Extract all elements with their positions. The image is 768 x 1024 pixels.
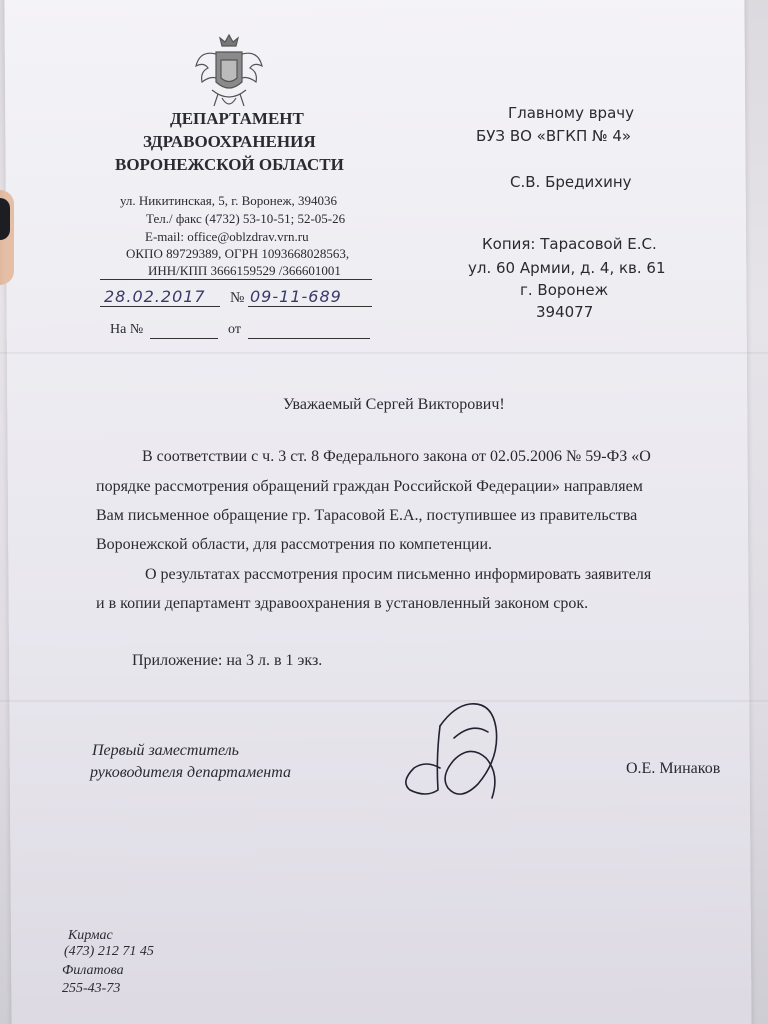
recipient-organization: БУЗ ВО «ВГКП № 4» [476,127,632,145]
body-line: Вам письменное обращение гр. Тарасовой Е.А., поступившее из правительства [96,507,638,524]
body-line: порядке рассмотрения обращений граждан Российской Федерации» направляем [96,478,643,495]
org-email: E-mail: office@oblzdrav.vrn.ru [145,229,309,244]
ref-underline [150,338,218,339]
signer-title: Первый заместитель [92,742,239,759]
signer-name: О.Е. Минаков [626,760,721,777]
copy-address: ул. 60 Армии, д. 4, кв. 61 [468,259,666,277]
thumb-nail [0,198,10,240]
recipient-name: С.В. Бредихину [510,173,632,191]
org-name-line: ВОРОНЕЖСКОЙ ОБЛАСТИ [115,155,344,174]
recipient-position: Главному врачу [508,104,635,122]
body-line: О результатах рассмотрения просим письменно информировать заявителя [145,566,652,583]
executor-phone: 255-43-73 [62,981,121,996]
executor-phone: (473) 212 71 45 [64,944,154,959]
org-address: ул. Никитинская, 5, г. Воронеж, 394036 [120,193,338,208]
ref-from-label: от [228,322,241,337]
org-phone: Тел./ факс (4732) 53-10-51; 52-05-26 [146,211,346,226]
ref-label: На № [110,322,144,337]
org-inn: ИНН/КПП 3666159529 /366601001 [148,263,341,278]
number-underline [248,306,372,307]
letter-date: 28.02.2017 [104,287,206,306]
org-okpo: ОКПО 89729389, ОГРН 1093668028563, [126,246,350,261]
date-underline [100,306,220,307]
salutation: Уважаемый Сергей Викторович! [283,396,505,413]
body-line: Воронежской области, для рассмотрения по компетенции. [96,536,493,553]
copy-recipient: Копия: Тарасовой Е.С. [482,235,657,253]
handwritten-signature [396,698,526,813]
paper-fold [0,700,768,704]
org-name-line: ДЕПАРТАМЕНТ [170,109,304,128]
paper-fold [0,352,768,356]
org-name-line: ЗДРАВООХРАНЕНИЯ [143,132,316,151]
body-line: и в копии департамент здравоохранения в установленный законом срок. [96,595,589,612]
coat-of-arms-emblem [192,32,266,112]
copy-postcode: 394077 [536,303,594,321]
ref-from-underline [248,338,370,339]
inn-underline [100,279,372,280]
letter-number: 09-11-689 [250,287,342,306]
copy-city: г. Воронеж [520,281,609,299]
signer-title: руководителя департамента [90,764,291,781]
executor-name: Кирмас [68,928,113,943]
executor-name: Филатова [62,963,124,978]
attachment-note: Приложение: на 3 л. в 1 экз. [132,652,323,669]
number-symbol: № [230,290,245,306]
body-line: В соответствии с ч. 3 ст. 8 Федерального закона от 02.05.2006 № 59-ФЗ «О [142,448,651,465]
